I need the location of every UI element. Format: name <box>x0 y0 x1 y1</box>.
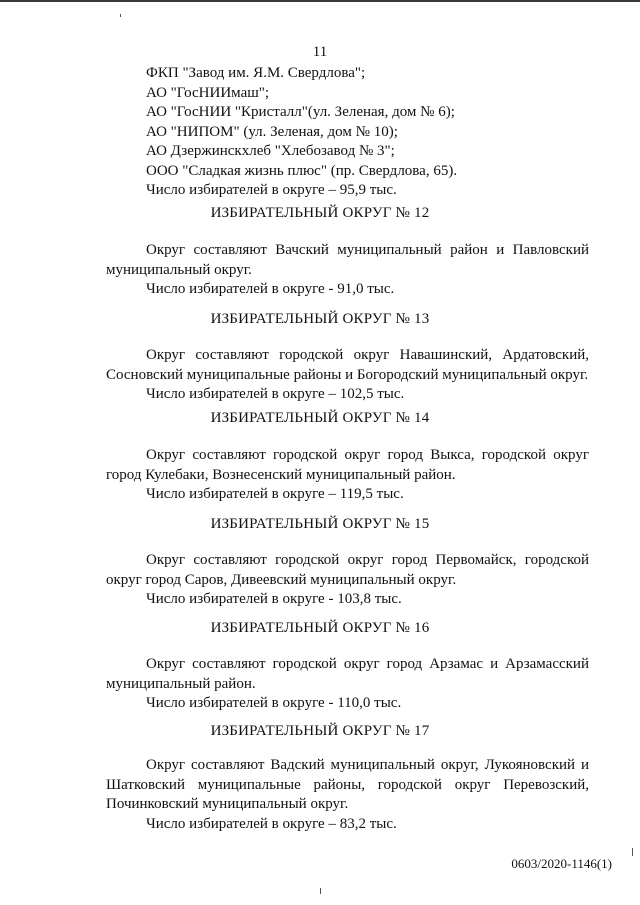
district-text-line: Починковский муниципальный округ. <box>106 796 349 812</box>
scan-speck <box>320 888 321 894</box>
intro-line: ФКП "Завод им. Я.М. Свердлова"; <box>146 65 366 81</box>
district-text-line: Округ составляют Вадский муниципальный округ, Лукояновский и <box>146 757 589 773</box>
district-description <box>106 756 589 834</box>
voters-count: Число избирателей в округе - 91,0 тыс. <box>146 281 395 297</box>
voters-count: Число избирателей в округе – 102,5 тыс. <box>146 386 405 402</box>
page-number: 11 <box>312 44 328 60</box>
district-text-line: муниципальный район. <box>106 675 256 692</box>
district-description <box>106 551 589 610</box>
district-text-line: Шатковский муниципальные районы, городской округ Перевозский, <box>106 776 589 793</box>
district-description <box>106 446 589 505</box>
district-heading: ИЗБИРАТЕЛЬНЫЙ ОКРУГ № 15 <box>210 516 430 532</box>
district-text-line: округ город Саров, Дивеевский муниципальный округ. <box>106 571 457 588</box>
district-description <box>106 346 589 405</box>
district-text-line: Округ составляют городской округ город Первомайск, городской <box>146 552 589 568</box>
voters-count: Число избирателей в округе – 83,2 тыс. <box>146 815 397 832</box>
district-text-line: Округ составляют городской округ город Арзамас и Арзамасский <box>146 656 589 672</box>
district-text-line: город Кулебаки, Вознесенский муниципальный район. <box>106 466 456 483</box>
district-text-line: Сосновский муниципальные районы и Богородский муниципальный округ. <box>106 366 589 383</box>
district-heading: ИЗБИРАТЕЛЬНЫЙ ОКРУГ № 12 <box>210 205 430 221</box>
district-heading: ИЗБИРАТЕЛЬНЫЙ ОКРУГ № 13 <box>210 311 430 327</box>
intro-list <box>106 64 589 201</box>
voters-count: Число избирателей в округе - 103,8 тыс. <box>146 591 402 607</box>
district-heading: ИЗБИРАТЕЛЬНЫЙ ОКРУГ № 17 <box>210 723 430 739</box>
district-text-line: Округ составляют городской округ Навашинский, Ардатовский, <box>146 347 589 363</box>
district-heading: ИЗБИРАТЕЛЬНЫЙ ОКРУГ № 16 <box>210 620 430 636</box>
intro-line: АО "ГосНИИ "Кристалл"(ул. Зеленая, дом № 6); <box>146 104 455 120</box>
district-heading: ИЗБИРАТЕЛЬНЫЙ ОКРУГ № 14 <box>210 410 430 426</box>
district-text-line: Округ составляют Вачский муниципальный район и Павловский <box>146 242 589 258</box>
voters-count: Число избирателей в округе – 95,9 тыс. <box>146 182 397 198</box>
document-code: 0603/2020-1146(1) <box>511 856 612 871</box>
district-text-line: муниципальный округ. <box>106 261 252 278</box>
top-border-line <box>0 0 640 2</box>
district-text-line: Округ составляют городской округ город Выкса, городской округ <box>146 447 589 463</box>
scan-speck <box>632 848 633 856</box>
intro-line: ООО "Сладкая жизнь плюс" (пр. Свердлова, 65). <box>146 162 458 179</box>
intro-line: АО "ГосНИИмаш"; <box>146 84 270 101</box>
voters-count: Число избирателей в округе - 110,0 тыс. <box>146 695 402 711</box>
intro-line: АО "НИПОМ" (ул. Зеленая, дом № 10); <box>146 123 398 140</box>
district-description <box>106 241 589 300</box>
voters-count: Число избирателей в округе – 119,5 тыс. <box>146 486 404 502</box>
intro-line: АО Дзержинскхлеб "Хлебозавод № 3"; <box>146 143 395 159</box>
district-description <box>106 655 589 714</box>
scan-speck <box>120 14 121 17</box>
